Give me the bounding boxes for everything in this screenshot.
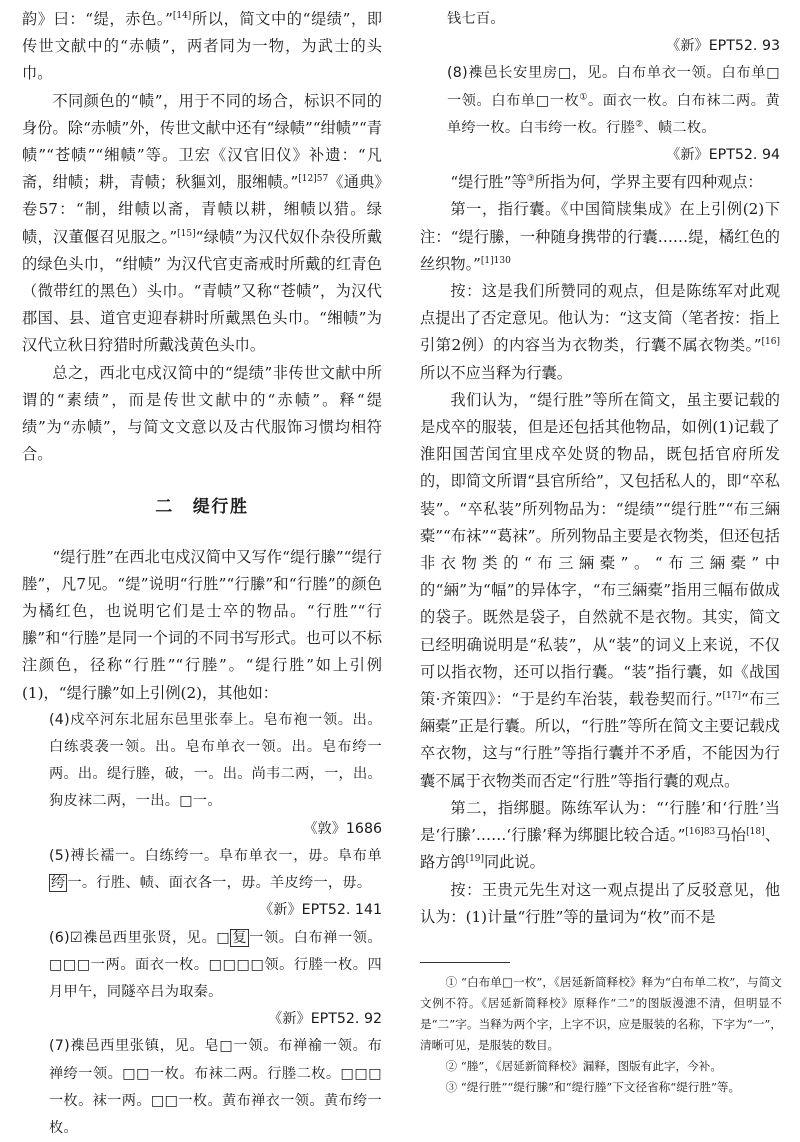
left-column <box>22 6 382 1142</box>
footnote-mark: ① <box>579 91 589 102</box>
footnote: ② “塍”，《居延新简释校》漏释，图版有此字，今补。 <box>445 1059 722 1073</box>
boxed-char: 绔 <box>50 875 66 892</box>
citation: [14] <box>172 10 192 21</box>
paragraph: 不同颜色的“帻”，用于不同的场合，标识不同的身份。除“赤帻”外，传世文献中还有“绿帻”“绀帻”“青帻”“苍帻”“缃帻”等。卫宏《汉官旧仪》补遗：“凡斋，绀帻；耕，青帻；秋貙刘，服缃帻。”$^{[12]57}$《通典》卷57：“制，绀帻以斋，青帻以耕，缃帻以猎。绿帻，汉董偃召见服之。”[15]“绿帻”为汉代奴仆杂役所戴的绿色头巾，“绀帻” 为汉代官吏斋戒时所戴的红青色（微带红的黑色）头巾。“青帻”又称“苍帻”，为汉代郡国、县、道官吏迎春耕时所戴黑色头巾。“缃帻”为汉代立秋日狩猎时所戴浅黄色头巾。 <box>22 91 382 355</box>
paragraph: “缇行胜”等③所指为何，学界主要有四种观点： <box>450 173 763 192</box>
quote-example-8: (8)襍邑长安里房□，见。白布单衣一领。白布单□一领。白布单□一枚①。面衣一枚。白布袜二两。黄单绔一枚。白韦绔一枚。行塍②、帻二枚。 <box>446 65 780 136</box>
footnote-mark: ③ <box>526 174 535 185</box>
quote-example-6: (6)☑襍邑西里张贤，见。□ 复 一领。白布禅一领。□□□一两。面衣一枚。□□□□领。行塍一枚。四月甲午，同隧卒吕为取秦。 <box>48 929 382 1000</box>
paragraph: 按：王贵元先生对这一观点提出了反驳意见，他认为：(1)计量“行胜”等的量词为“枚”而不是 <box>420 880 780 926</box>
paragraph: 我们认为，“缇行胜”等所在简文，虽主要记载的是戍卒的服装，但是还包括其他物品，如例(1)记载了淮阳国苦闰宜里戍卒处贤的物品，既包括官府所发的，即简文所谓“县官所给”，又包括私人的，即“卒私装”。“卒私装”所列物品为：“缇绩”“缇行胜”“布三緉橐”“布袜”“葛袜”。所列物品主要是衣物类，但还包括非衣物类的“布三緉橐”。“布三緉橐”中的“緉”为“幅”的异体字，“布三緉橐”指用三幅布做成的袋子。既然是袋子，自然就不是衣物。其实，简文已经明确说明是“私装”，从“装”的词义上来说，不仅可以指衣物，还可以指行囊。“装”指行囊，如《战国策·齐策四》：“于是约车治装，载卷契而行。”[17]“布三緉橐”正是行囊。所以，“行胜”等所在简文主要记载戍卒衣物，这与“行胜”等指行囊并不矛盾，不能因为行囊不属于衣物类而否定“行胜”等指行囊的观点。 <box>420 390 780 790</box>
quote-source: 《新》EPT52. 92 <box>268 1011 382 1028</box>
quote-source: 《新》EPT52. 141 <box>259 902 382 919</box>
citation: [1]130 <box>480 255 511 266</box>
citation: [17] <box>722 691 742 702</box>
paragraph: “缇行胜”在西北屯戍汉简中又写作“缇行縢”“缇行塍”，凡7见。“缇”说明“行胜”“行縢”和“行塍”的颜色为橘红色，也说明它们是士卒的物品。“行胜”“行縢”和“行塍”是同一个词的不同书写形式。也可以不标注颜色，径称“行胜”“行塍”。“缇行胜”如上引例(1)，“缇行縢”如上引例(2)，其他如： <box>22 547 382 702</box>
paragraph: 按：这是我们所赞同的观点，但是陈练军对此观点提出了否定意见。他认为：“这支简（笔者按：指上引第2例）的内容当为衣物类，行囊不属衣物类。”[16]所以不应当释为行囊。 <box>420 282 780 382</box>
section-heading: 二 缇行胜 <box>155 497 249 518</box>
quote-example-4: (4)戍卒河东北屈东邑里张奉上。皂布袍一领。出。白练裘袭一领。出。皂布单衣一领。出。皂布绔一两。出。缇行塍，破，一。出。尚韦二两，一，出。狗皮袜二两，一出。□一。 <box>48 711 382 810</box>
citation: [19] <box>465 854 485 865</box>
paragraph: 第一，指行囊。《中国简牍集成》在上引例(2)下注：“缇行縢，一种随身携带的行囊……缇，橘红色的丝织物。”$^{[1]130}$ <box>420 200 780 273</box>
quote-continuation: 钱七百。 <box>446 11 505 27</box>
quote-source: 《新》EPT52. 93 <box>666 38 780 55</box>
quote-example-5: (5)禣长襦一。白练绔一。阜布单衣一，毋。阜布单绔 一。行胜、帻、面衣各一，毋。羊皮绔一，毋。 <box>48 847 382 892</box>
citation: [18] <box>746 827 765 838</box>
footnote-divider <box>420 962 510 963</box>
paragraph: 第二，指绑腿。陈练军认为：“‘行塍’和‘行胜’当是‘行縢’……‘行縢’释为绑腿比较合适。”$^{[16]83}$马怡[18]、路方鸽[19]同此说。 <box>420 798 781 872</box>
boxed-char: 复 <box>232 929 248 946</box>
footnote-mark: ② <box>635 119 644 130</box>
right-column <box>420 6 780 931</box>
paragraph: 韵》曰：“缇，赤色。”[14]所以，简文中的“缇绩”，即传世文献中的“赤帻”，两者同为一物，为武士的头巾。 <box>22 10 383 83</box>
paragraph: 总之，西北屯戍汉简中的“缇绩”非传世文献中所谓的“素绩”，而是传世文献中的“赤帻”。释“缇绩”为“赤帻”，与简文文意以及古代服饰习惯均相符合。 <box>22 363 382 464</box>
citation: [16]83 <box>685 827 716 838</box>
quote-source: 《敦》1686 <box>303 820 382 837</box>
quote-example-7: (7)襍邑西里张镇，见。皂□一领。布禅褕一领。布禅绔一领。□□一枚。布袜二两。行塍二枚。□□□一枚。袜一两。□□一枚。黄布禅衣一领。黄布绔一枚。 <box>48 1038 382 1136</box>
footnote: ③ “缇行胜”“缇行縢”和“缇行塍”下文径省称“缇行胜”等。 <box>445 1080 741 1094</box>
citation: [16] <box>761 337 780 348</box>
citation: [12]57 <box>298 174 329 185</box>
footnotes <box>420 972 782 1098</box>
footnote: ① “白布单□一枚”，《居延新简释校》释为“白布单二枚”，与简文文例不符。《居延新简释校》原释作“二”的图版漫漶不清，但明显不是“二”字。当释为两个字，上字不识，应是服装的名称，下字为“一”，清晰可见，是服装的数目。 <box>420 975 782 1052</box>
citation: [15] <box>177 228 196 239</box>
quote-source: 《新》EPT52. 94 <box>666 147 780 164</box>
